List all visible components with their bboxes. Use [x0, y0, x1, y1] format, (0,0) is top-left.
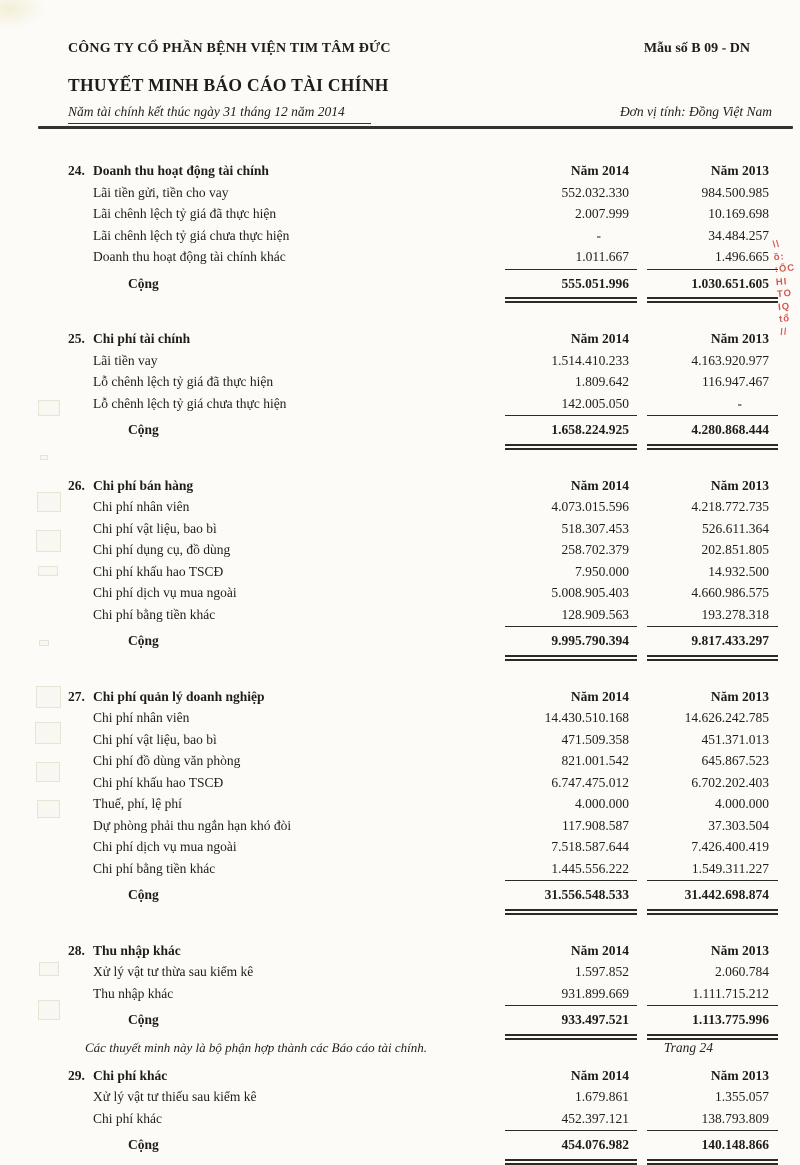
table-row: [68, 1108, 778, 1130]
section-27: [68, 686, 778, 915]
section-24: [68, 160, 778, 303]
scan-artifact: [35, 722, 61, 744]
table-row: [68, 604, 778, 626]
row-label: Lãi chênh lệch tỷ giá đã thực hiện: [93, 206, 277, 221]
value-2013: 4.218.772.735: [691, 499, 769, 514]
value-2014: 1.597.852: [575, 964, 629, 979]
row-label: Lãi tiền vay: [93, 352, 158, 368]
row-label: Lãi chênh lệch tỷ giá chưa thực hiện: [93, 227, 290, 243]
row-label: Lỗ chênh lệch tỷ giá đã thực hiện: [93, 374, 274, 389]
value-2014: 452.397.121: [561, 1110, 629, 1126]
value-2013: 1.549.311.227: [691, 860, 769, 876]
value-2013: 6.702.202.403: [691, 774, 769, 790]
value-2014: 128.909.563: [561, 606, 629, 622]
total-2013: 1.113.775.996: [647, 1005, 778, 1040]
table-row: [68, 539, 778, 561]
section-number: 28.: [68, 942, 85, 958]
total-row: [68, 626, 778, 661]
scan-artifact: [38, 1000, 60, 1020]
total-2014: 454.076.982: [505, 1130, 637, 1165]
value-2014: 14.430.510.168: [544, 710, 629, 725]
row-label: Chi phí đồ dùng văn phòng: [93, 753, 241, 768]
value-2014: 931.899.669: [561, 985, 629, 1001]
document-header: [0, 0, 800, 124]
value-2014: 7.518.587.644: [551, 839, 629, 854]
table-row: [68, 750, 778, 772]
section-number: 25.: [68, 331, 85, 346]
scan-artifact: [40, 455, 48, 460]
document-title: THUYẾT MINH BÁO CÁO TÀI CHÍNH: [68, 75, 389, 95]
scan-artifact: [36, 762, 60, 782]
stamp-text: ồ:: [773, 250, 786, 263]
value-2013: 2.060.784: [715, 964, 769, 979]
column-header-2014: Năm 2014: [570, 163, 629, 178]
value-2014: 471.509.358: [561, 731, 629, 747]
scan-smudge: [0, 0, 46, 30]
total-2013: 31.442.698.874: [647, 880, 778, 915]
value-2014: 258.702.379: [561, 542, 629, 557]
page-number: Trang 24: [663, 1040, 713, 1055]
column-header-2014: Năm 2014: [570, 1067, 629, 1083]
section-number: 29.: [68, 1067, 85, 1083]
stamp-text: \\: [772, 238, 781, 251]
total-row: [68, 269, 778, 304]
table-row: [68, 772, 778, 794]
value-2014: 117.908.587: [562, 817, 629, 833]
total-label: Cộng: [128, 1012, 159, 1027]
value-2013: 138.793.809: [701, 1110, 769, 1126]
table-row: [68, 225, 778, 247]
footer-note: Các thuyết minh này là bộ phận hợp thành các Báo cáo tài chính.: [85, 1040, 427, 1055]
section-title: 25. Chi phí tài chính: [68, 328, 505, 350]
value-2013: 193.278.318: [701, 606, 769, 622]
value-2014: -: [596, 227, 601, 243]
value-2013: 10.169.698: [708, 206, 769, 221]
stamp-text: HI: [775, 275, 788, 288]
total-row: [68, 880, 778, 915]
row-label: Lỗ chênh lệch tỷ giá chưa thực hiện: [93, 395, 287, 411]
row-label: Doanh thu hoạt động tài chính khác: [93, 249, 286, 264]
scan-artifact: [38, 566, 58, 576]
value-2013: 37.303.504: [708, 817, 769, 833]
value-2013: 984.500.985: [701, 184, 769, 200]
column-header-2013: Năm 2013: [710, 331, 769, 346]
section-26: [68, 475, 778, 661]
value-2013: 116.947.467: [702, 374, 769, 389]
total-2014: 933.497.521: [505, 1005, 637, 1040]
value-2013: 14.626.242.785: [684, 710, 769, 725]
row-label: Xử lý vật tư thừa sau kiểm kê: [93, 964, 254, 979]
currency-unit: Đơn vị tính: Đồng Việt Nam: [619, 104, 772, 119]
fiscal-period: Năm tài chính kết thúc ngày 31 tháng 12 năm 2014: [68, 102, 371, 124]
row-label: Chi phí dịch vụ mua ngoài: [93, 585, 237, 600]
value-2013: 202.851.805: [701, 542, 769, 557]
column-header-2014: Năm 2014: [570, 477, 629, 493]
total-2013: 9.817.433.297: [647, 626, 778, 661]
value-2014: 2.007.999: [575, 206, 629, 221]
value-2014: 142.005.050: [561, 395, 629, 411]
value-2013: 1.496.665: [715, 249, 769, 264]
table-row: [68, 836, 778, 858]
value-2013: 1.355.057: [715, 1089, 769, 1104]
row-label: Chi phí khấu hao TSCĐ: [93, 563, 224, 579]
total-2013: 1.030.651.605: [647, 269, 778, 304]
value-2013: 4.660.986.575: [691, 585, 769, 600]
table-row: [68, 561, 778, 583]
value-2014: 1.445.556.222: [551, 860, 629, 876]
total-row: [68, 415, 778, 450]
scan-artifact: [37, 800, 60, 818]
value-2013: 4.163.920.977: [691, 352, 769, 368]
total-label: Cộng: [128, 275, 159, 291]
column-header-2013: Năm 2013: [710, 942, 769, 958]
total-label: Cộng: [128, 633, 159, 648]
total-row: [68, 1005, 778, 1040]
table-row: [68, 815, 778, 837]
table-row: [68, 1086, 778, 1108]
table-row: [68, 182, 778, 204]
total-row: [68, 1130, 778, 1165]
row-label: Chi phí dụng cụ, đồ dùng: [93, 542, 231, 557]
scan-artifact: [39, 640, 49, 646]
scan-artifact: [36, 530, 61, 552]
stamp-text: //: [779, 325, 789, 338]
page-footer: [85, 1040, 713, 1056]
total-2014: 9.995.790.394: [505, 626, 637, 661]
scan-artifact: [37, 492, 61, 512]
table-row: [68, 203, 778, 225]
column-header-2013: Năm 2013: [710, 477, 769, 493]
row-label: Thuế, phí, lệ phí: [93, 796, 182, 811]
stamp-text: TO: [776, 287, 793, 301]
header-rule: [38, 126, 793, 129]
section-number: 27.: [68, 688, 85, 704]
stamp-text: tổ: [778, 313, 791, 326]
table-row: [68, 983, 778, 1005]
table-row: [68, 393, 778, 415]
row-label: Chi phí bằng tiền khác: [93, 606, 216, 622]
form-number: Mẫu số B 09 - DN: [643, 41, 750, 56]
section-number: 26.: [68, 477, 85, 493]
row-label: Chi phí vật liệu, bao bì: [93, 520, 217, 536]
column-header-2013: Năm 2013: [710, 1067, 769, 1083]
row-label: Dự phòng phải thu ngắn hạn khó đòi: [93, 817, 292, 833]
total-2014: 1.658.224.925: [505, 415, 637, 450]
value-2014: 518.307.453: [561, 520, 629, 536]
total-2013: 4.280.868.444: [647, 415, 778, 450]
section-28: [68, 940, 778, 1040]
total-label: Cộng: [128, 422, 159, 437]
section-29: [68, 1065, 778, 1165]
section-25: [68, 328, 778, 450]
row-label: Chi phí vật liệu, bao bì: [93, 731, 217, 747]
value-2013: 4.000.000: [715, 796, 769, 811]
table-row: [68, 518, 778, 540]
column-header-2013: Năm 2013: [710, 163, 769, 178]
value-2014: 1.679.861: [575, 1089, 629, 1104]
total-2014: 555.051.996: [505, 269, 637, 304]
table-row: [68, 582, 778, 604]
row-label: Chi phí bằng tiền khác: [93, 860, 216, 876]
table-row: [68, 707, 778, 729]
section-title: 24. Doanh thu hoạt động tài chính: [68, 160, 505, 182]
notes-content: [0, 124, 800, 1165]
scan-artifact: [38, 400, 60, 416]
table-row: [68, 496, 778, 518]
company-name: CÔNG TY CỔ PHẦN BỆNH VIỆN TIM TÂM ĐỨC: [68, 41, 391, 56]
value-2014: 7.950.000: [575, 563, 629, 579]
table-row: [68, 246, 778, 268]
table-row: [68, 961, 778, 983]
total-2013: 140.148.866: [647, 1130, 778, 1165]
total-label: Cộng: [128, 1137, 159, 1152]
section-number: 24.: [68, 163, 85, 178]
column-header-2014: Năm 2014: [570, 942, 629, 958]
table-row: [68, 350, 778, 372]
value-2014: 6.747.475.012: [551, 774, 629, 790]
section-title: 29. Chi phí khác: [68, 1065, 505, 1087]
scan-artifact: [36, 686, 61, 708]
value-2013: 1.111.715.212: [692, 985, 769, 1001]
column-header-2013: Năm 2013: [710, 688, 769, 704]
section-title: 27. Chi phí quản lý doanh nghiệp: [68, 686, 505, 708]
row-label: Chi phí dịch vụ mua ngoài: [93, 839, 237, 854]
row-label: Lãi tiền gửi, tiền cho vay: [93, 184, 229, 200]
value-2014: 1.514.410.233: [551, 352, 629, 368]
value-2013: 34.484.257: [708, 227, 769, 243]
table-row: [68, 371, 778, 393]
row-label: Chi phí nhân viên: [93, 499, 190, 514]
value-2014: 821.001.542: [561, 753, 629, 768]
value-2013: 645.867.523: [701, 753, 769, 768]
value-2014: 5.008.905.403: [551, 585, 629, 600]
value-2014: 1.011.667: [575, 249, 629, 264]
total-label: Cộng: [128, 887, 159, 902]
row-label: Xử lý vật tư thiếu sau kiểm kê: [93, 1089, 257, 1104]
total-2014: 31.556.548.533: [505, 880, 637, 915]
value-2013: -: [737, 395, 742, 411]
value-2013: 526.611.364: [702, 520, 769, 536]
section-title: 28. Thu nhập khác: [68, 940, 505, 962]
row-label: Thu nhập khác: [93, 985, 174, 1001]
value-2014: 4.073.015.596: [551, 499, 629, 514]
stamp-text: IQ: [777, 300, 791, 313]
scan-artifact: [39, 962, 59, 976]
stamp-text: :ỐC: [774, 262, 796, 276]
section-title: 26. Chi phí bán hàng: [68, 475, 505, 497]
row-label: Chi phí nhân viên: [93, 710, 190, 725]
row-label: Chi phí khấu hao TSCĐ: [93, 774, 224, 790]
table-row: [68, 793, 778, 815]
value-2014: 552.032.330: [561, 184, 629, 200]
value-2013: 451.371.013: [701, 731, 769, 747]
value-2014: 4.000.000: [575, 796, 629, 811]
table-row: [68, 858, 778, 880]
value-2013: 7.426.400.419: [691, 839, 769, 854]
value-2014: 1.809.642: [575, 374, 629, 389]
row-label: Chi phí khác: [93, 1110, 162, 1126]
value-2013: 14.932.500: [708, 563, 769, 579]
table-row: [68, 729, 778, 751]
column-header-2014: Năm 2014: [570, 331, 629, 346]
column-header-2014: Năm 2014: [570, 688, 629, 704]
